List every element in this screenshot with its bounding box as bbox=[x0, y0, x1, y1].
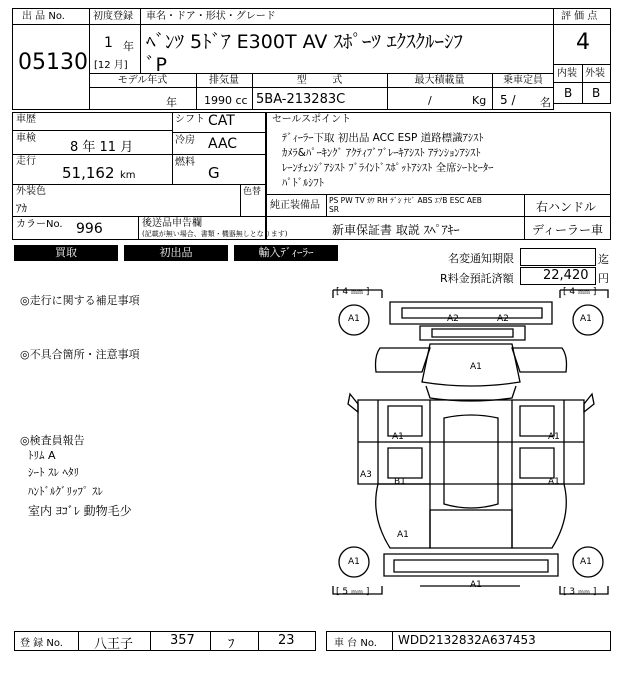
docs-note: (記載が無い場合、書類・機器無しとなります) bbox=[142, 230, 288, 238]
docs-label: 後送品申告欄 bbox=[142, 218, 202, 229]
plate-label: 登 録 No. bbox=[20, 638, 63, 649]
damage-mark-left-sill: A3 bbox=[360, 470, 372, 480]
plate-area: 八王子 bbox=[94, 637, 134, 652]
fuel-label: 燃料 bbox=[175, 157, 195, 168]
displacement-value: 1990 cc bbox=[204, 94, 248, 107]
driving-remarks-label: ◎走行に関する補足事項 bbox=[20, 294, 140, 307]
damage-mark-left-rear-fender: A1 bbox=[397, 530, 409, 540]
divider bbox=[12, 154, 266, 155]
aircon-label: 冷房 bbox=[175, 135, 195, 146]
divider bbox=[12, 130, 172, 131]
chassis-label: 車 台 No. bbox=[334, 638, 377, 649]
car-name-line2: ﾞP bbox=[146, 54, 167, 76]
mirror-left bbox=[348, 394, 358, 412]
rear-right-door-window bbox=[520, 448, 554, 478]
load-unit: Kg bbox=[472, 94, 487, 107]
divider bbox=[326, 194, 327, 217]
divider bbox=[240, 184, 241, 217]
divider bbox=[89, 24, 141, 25]
divider bbox=[553, 82, 611, 83]
mileage-label: 走行 bbox=[16, 156, 36, 167]
capacity-unit: 名 bbox=[540, 96, 551, 109]
car-name-label: 車名・ドア・形状・グレード bbox=[146, 11, 276, 22]
warranty-docs: 新車保証書 取説 ｽﾍﾟｱｷｰ bbox=[332, 223, 460, 237]
rear-fender-right bbox=[512, 484, 566, 548]
shaken-value: 8 年 11 月 bbox=[70, 140, 134, 155]
divider bbox=[78, 631, 79, 651]
score-label: 評 価 点 bbox=[561, 11, 598, 22]
tag-first-listing: 初出品 bbox=[124, 245, 228, 261]
divider bbox=[258, 631, 259, 651]
damage-mark-hood: A1 bbox=[470, 362, 482, 372]
divider bbox=[12, 184, 266, 185]
divider bbox=[392, 631, 393, 651]
history-label: 車歴 bbox=[16, 114, 36, 125]
registration-year: 1 bbox=[104, 35, 113, 51]
divider bbox=[12, 24, 90, 25]
aircon-value: AAC bbox=[208, 136, 238, 152]
name-change-label: 名変通知期限 bbox=[448, 252, 514, 265]
windshield-base bbox=[426, 386, 516, 401]
damage-mark-left-front-tire: A1 bbox=[348, 314, 360, 324]
dealer-car: ディーラー車 bbox=[532, 223, 604, 237]
rear-left-door-window bbox=[388, 448, 422, 478]
grille bbox=[420, 326, 525, 340]
divider bbox=[12, 216, 266, 217]
lot-number: 05130 bbox=[18, 50, 88, 75]
score-value: 4 bbox=[576, 30, 590, 55]
front-fender-right bbox=[512, 348, 567, 372]
name-change-suffix: 迄 bbox=[598, 253, 609, 266]
model-year-label: モデル年式 bbox=[117, 75, 168, 86]
first-registration-label: 初度登録 bbox=[93, 11, 133, 22]
front-bumper-inner bbox=[402, 308, 542, 318]
mileage-value: 51,162 bbox=[62, 164, 115, 182]
rear-bumper bbox=[384, 554, 558, 576]
plate-number: 23 bbox=[278, 633, 295, 648]
inspector-line: ﾄﾘﾑ A bbox=[28, 449, 56, 462]
interior-grade: B bbox=[564, 86, 573, 100]
roof bbox=[444, 415, 498, 508]
color-no-label: カラーNo. bbox=[16, 219, 63, 230]
tire-depth-fr: [ 4 ｍｍ ] bbox=[563, 287, 597, 297]
shaken-label: 車検 bbox=[16, 133, 36, 144]
damage-mark-right-rear-tire: A1 bbox=[580, 557, 592, 567]
fuel-value: G bbox=[208, 164, 220, 182]
plate-kana: ﾌ bbox=[228, 637, 235, 652]
damage-mark-left-rear-tire: A1 bbox=[348, 557, 360, 567]
equipment-line1: PS PW TV ｶﾜ RH ﾃﾞｼ ﾅﾋﾞ ABS ｴｱB ESC AEB bbox=[329, 196, 482, 205]
damage-mark-left-front-door: A1 bbox=[392, 432, 404, 442]
divider bbox=[266, 194, 611, 195]
damage-mark-right-front-door: A1 bbox=[548, 432, 560, 442]
tag-purchase: 買取 bbox=[14, 245, 118, 261]
exterior-label: 外装 bbox=[585, 68, 605, 79]
capacity-value: 5 / bbox=[500, 93, 516, 107]
inspector-line: ｼｰﾄ ｽﾚ ﾍﾀﾘ bbox=[28, 466, 79, 479]
exterior-color-label: 外装色 bbox=[16, 186, 46, 197]
load-slash: / bbox=[428, 94, 432, 107]
interior-label: 内装 bbox=[557, 68, 577, 79]
divider bbox=[150, 631, 151, 651]
damage-mark-right-front-tire: A1 bbox=[580, 314, 592, 324]
divider bbox=[266, 216, 611, 217]
divider bbox=[172, 112, 173, 184]
damage-mark-left-rear-door: B1 bbox=[394, 477, 406, 487]
sales-point-line: ﾊﾟﾄﾞﾙｼﾌﾄ bbox=[282, 177, 324, 189]
type-value: 5BA-213283C bbox=[256, 92, 346, 107]
mileage-unit: km bbox=[120, 170, 136, 181]
exterior-grade: B bbox=[592, 86, 601, 100]
divider bbox=[553, 24, 611, 25]
registration-year-unit: 年 bbox=[123, 40, 134, 53]
mirror-right bbox=[584, 394, 594, 412]
divider bbox=[524, 194, 525, 240]
sales-point-line: ｶﾒﾗ&ﾊﾟｰｷﾝｸﾞ ｱｸﾃｨﾌﾞﾌﾞﾚｰｷｱｼｽﾄ ｱﾃﾝｼｮﾝｱｼｽﾄ bbox=[282, 147, 481, 159]
damage-mark-front-bumper-right: A2 bbox=[497, 314, 509, 324]
sales-point-label: セールスポイント bbox=[272, 114, 352, 125]
capacity-label: 乗車定員 bbox=[503, 75, 543, 86]
handle-position: 右ハンドル bbox=[536, 200, 597, 214]
trunk bbox=[430, 510, 512, 548]
sales-point-line: ﾃﾞｨｰﾗｰ下取 初出品 ACC ESP 道路標識ｱｼｽﾄ bbox=[282, 132, 484, 144]
type-label: 型 式 bbox=[296, 75, 343, 86]
divider bbox=[140, 24, 554, 25]
tire-depth-rl: [ 5 ｍｍ ] bbox=[336, 587, 370, 597]
name-change-box bbox=[520, 248, 596, 266]
damage-mark-front-bumper-left: A2 bbox=[447, 314, 459, 324]
divider bbox=[210, 631, 211, 651]
divider bbox=[138, 216, 139, 240]
shift-value: CAT bbox=[208, 113, 235, 129]
car-damage-diagram bbox=[330, 286, 612, 598]
tire-depth-fl: [ 4 ｍｍ ] bbox=[336, 287, 370, 297]
front-bumper bbox=[390, 302, 552, 324]
max-load-label: 最大積載量 bbox=[414, 75, 465, 86]
recycle-value: 22,420 bbox=[543, 268, 589, 283]
grille-inner bbox=[432, 329, 513, 337]
equipment-line2: SR bbox=[329, 205, 339, 214]
exterior-color-value: ｱｶ bbox=[16, 202, 27, 215]
inspector-report-label: ◎検査員報告 bbox=[20, 434, 85, 447]
inspector-line: 室内 ﾖｺﾞﾚ 動物毛少 bbox=[28, 504, 132, 518]
damage-mark-rear-bumper: A1 bbox=[470, 580, 482, 590]
color-no-value: 996 bbox=[76, 221, 103, 237]
rear-bumper-inner bbox=[394, 560, 548, 572]
sales-point-line: ﾚｰﾝﾁｪﾝｼﾞｱｼｽﾄ ﾌﾞﾗｲﾝﾄﾞｽﾎﾟｯﾄｱｼｽﾄ 全席ｼｰﾄﾋｰﾀｰ bbox=[282, 162, 494, 174]
front-fender-left bbox=[376, 348, 431, 372]
plate-class: 357 bbox=[170, 633, 195, 648]
color-change-label: 色替 bbox=[243, 187, 262, 197]
divider bbox=[172, 132, 266, 133]
recycle-unit: 円 bbox=[598, 272, 609, 285]
tire-depth-rr: [ 3 ｍｍ ] bbox=[563, 587, 597, 597]
inspector-line: ﾊﾝﾄﾞﾙｸﾞﾘｯﾌﾟ ｽﾚ bbox=[28, 485, 103, 498]
model-year-unit: 年 bbox=[166, 96, 177, 109]
damage-mark-right-rear-door: A1 bbox=[548, 477, 560, 487]
defect-remarks-label: ◎不具合箇所・注意事項 bbox=[20, 348, 140, 361]
shift-label: シフト bbox=[175, 114, 205, 125]
car-name-line1: ﾍﾞﾝﾂ 5ﾄﾞｱ E300T AV ｽﾎﾟｰﾂ ｴｸｽｸﾙｰｼﾌ bbox=[146, 31, 463, 53]
recycle-label: R料金預託済額 bbox=[440, 272, 514, 285]
lot-label: 出 品 No. bbox=[22, 11, 65, 22]
tag-import-dealer: 輸入ﾃﾞｨｰﾗｰ bbox=[234, 245, 338, 261]
chassis-number: WDD2132832A637453 bbox=[398, 633, 536, 647]
divider bbox=[582, 64, 583, 104]
equipment-label: 純正装備品 bbox=[270, 200, 320, 211]
displacement-label: 排気量 bbox=[209, 75, 239, 86]
registration-month: [12 月] bbox=[94, 60, 128, 71]
